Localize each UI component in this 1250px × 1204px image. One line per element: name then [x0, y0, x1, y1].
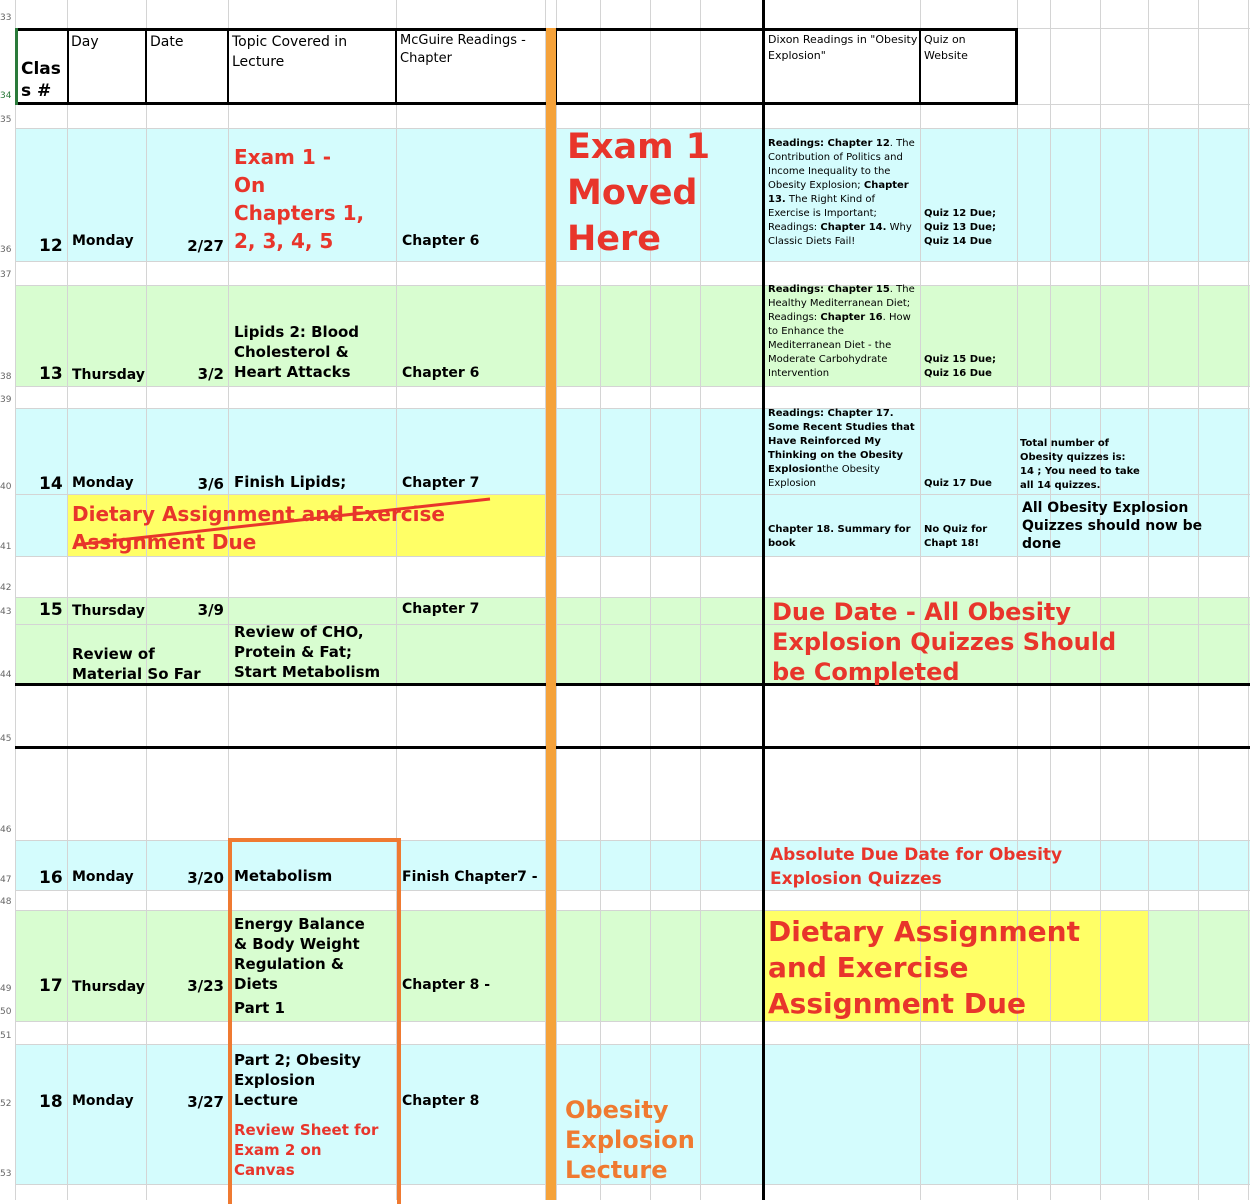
review-sheet-note: Review Sheet for Exam 2 on Canvas: [234, 1121, 379, 1179]
dixon-reading: Readings: Chapter 12. The Contribution of Politics and Income Inequality to the Obesity Explosion; Chapter 13. The Right Kind of Exercise is Important; Readings: Chapter 14. Why Classic Diets Fail!: [768, 138, 915, 247]
lecture-topic: Finish Lipids;: [234, 473, 347, 491]
chapter-reading: Chapter 7: [402, 475, 480, 491]
dixon-reading: Readings: Chapter 17. Some Recent Studies that Have Reinforced My Thinking on the Obesity Explosionthe Obesity Explosion: [768, 408, 915, 489]
strike-through-line: [60, 490, 500, 550]
lecture-topic: Lipids 2: Blood Cholesterol & Heart Attacks: [234, 323, 360, 381]
row-number: 36: [0, 245, 12, 255]
row-number: 40: [0, 482, 12, 492]
row-number: 53: [0, 1169, 12, 1179]
header-mcguire: McGuire Readings - Chapter: [400, 33, 526, 66]
total-quizzes-note: Total number of Obesity quizzes is: 14 ; You need to take all 14 quizzes.: [1020, 438, 1140, 491]
absolute-due-date-note: Absolute Due Date for Obesity Explosion Quizzes: [770, 845, 1063, 889]
no-quiz-note: No Quiz for Chapt 18!: [924, 524, 988, 549]
class-number: 18: [39, 1092, 63, 1112]
header-top-border: [15, 28, 1016, 31]
chapter-reading: Chapter 6: [402, 365, 480, 381]
class-number: 17: [39, 976, 63, 996]
row-number: 51: [0, 1031, 12, 1041]
class-date: 3/20: [187, 869, 224, 887]
class-date: 3/6: [197, 475, 224, 493]
row-number: 44: [0, 670, 12, 680]
header-date: Date: [150, 34, 184, 50]
class-day: Monday: [72, 475, 134, 491]
row-number: 52: [0, 1099, 12, 1109]
quiz-due: Quiz 17 Due: [924, 478, 992, 489]
class-date: 3/23: [187, 977, 224, 995]
assignment-due-note: Dietary Assignment and Exercise Assignment Due: [768, 915, 1080, 1020]
class-day: Monday: [72, 1093, 134, 1109]
chapter-reading: Chapter 8 -: [402, 977, 491, 993]
row-number: 50: [0, 1007, 12, 1017]
chapter-reading: Chapter 7: [402, 601, 480, 617]
exam-1-topic: Exam 1 - On Chapters 1, 2, 3, 4, 5: [234, 145, 365, 253]
lecture-topic: Review of CHO, Protein & Fat; Start Metabolism: [234, 623, 381, 681]
row-number: 35: [0, 115, 12, 125]
row-number: 47: [0, 875, 12, 885]
quizzes-done-note: All Obesity Explosion Quizzes should now be done: [1022, 500, 1203, 552]
row-number: 49: [0, 984, 12, 994]
lecture-topic-part: Part 1: [234, 999, 285, 1017]
class-number: 12: [39, 236, 63, 256]
quiz-due: Quiz 15 Due; Quiz 16 Due: [924, 354, 996, 379]
row-number: 38: [0, 372, 12, 382]
quiz-due-date-note: Due Date - All Obesity Explosion Quizzes Should be Completed: [772, 598, 1117, 686]
dixon-reading: Readings: Chapter 15. The Healthy Mediterranean Diet; Readings: Chapter 16. How to Enhance the Mediterranean Diet - the Moderate Carbohydrate Intervention: [768, 284, 915, 379]
header-topic: Topic Covered in Lecture: [232, 34, 348, 70]
class-date: 3/27: [187, 1093, 224, 1111]
row-number: 37: [0, 270, 12, 280]
row-number: 42: [0, 583, 12, 593]
review-note: Review of Material So Far: [72, 645, 201, 683]
lecture-topic: Energy Balance & Body Weight Regulation & Diets: [234, 915, 365, 993]
class-number: 16: [39, 868, 63, 888]
class-date: 3/9: [197, 601, 224, 619]
class-day: Monday: [72, 233, 134, 249]
lecture-topic: Part 2; Obesity Explosion Lecture: [234, 1051, 361, 1109]
header-bottom-border: [15, 102, 1016, 105]
class-day: Thursday: [72, 979, 145, 995]
lecture-topic: Metabolism: [234, 867, 333, 885]
orange-bar: [546, 28, 556, 1200]
obesity-lecture-note: Obesity Explosion Lecture: [565, 1096, 695, 1184]
class-date: 3/2: [197, 365, 224, 383]
header-class-number: Clas s #: [21, 59, 61, 101]
chapter-18-reading: Chapter 18. Summary for book: [768, 524, 911, 549]
class-day: Monday: [72, 869, 134, 885]
row-number: 46: [0, 825, 12, 835]
chapter-reading: Finish Chapter7 -: [402, 869, 538, 885]
assignment-struck-note: Dietary Assignment and Exercise Assignment Due: [72, 502, 445, 554]
center-divider: [762, 0, 765, 1200]
header-quiz: Quiz on Website: [924, 33, 968, 62]
row-number: 34: [0, 91, 12, 101]
class-number: 14: [39, 474, 63, 494]
row-number: 45: [0, 734, 12, 744]
chapter-reading: Chapter 8: [402, 1093, 480, 1109]
row-number: 48: [0, 897, 12, 907]
spring-break-bottom-border: [15, 746, 1250, 749]
class-number: 15: [39, 600, 63, 620]
row-number: 43: [0, 607, 12, 617]
class-number: 13: [39, 364, 63, 384]
exam-moved-note: Exam 1 Moved Here: [567, 127, 711, 259]
class-day: Thursday: [72, 603, 145, 619]
class-day: Thursday: [72, 367, 145, 383]
header-day: Day: [71, 34, 99, 50]
row-number: 39: [0, 395, 12, 405]
quiz-due: Quiz 12 Due; Quiz 13 Due; Quiz 14 Due: [924, 208, 996, 247]
row-number: 41: [0, 542, 12, 552]
chapter-reading: Chapter 6: [402, 233, 480, 249]
class-date: 2/27: [187, 237, 224, 255]
header-dixon: Dixon Readings in "Obesity Explosion": [768, 33, 918, 62]
row-number: 33: [0, 13, 12, 23]
